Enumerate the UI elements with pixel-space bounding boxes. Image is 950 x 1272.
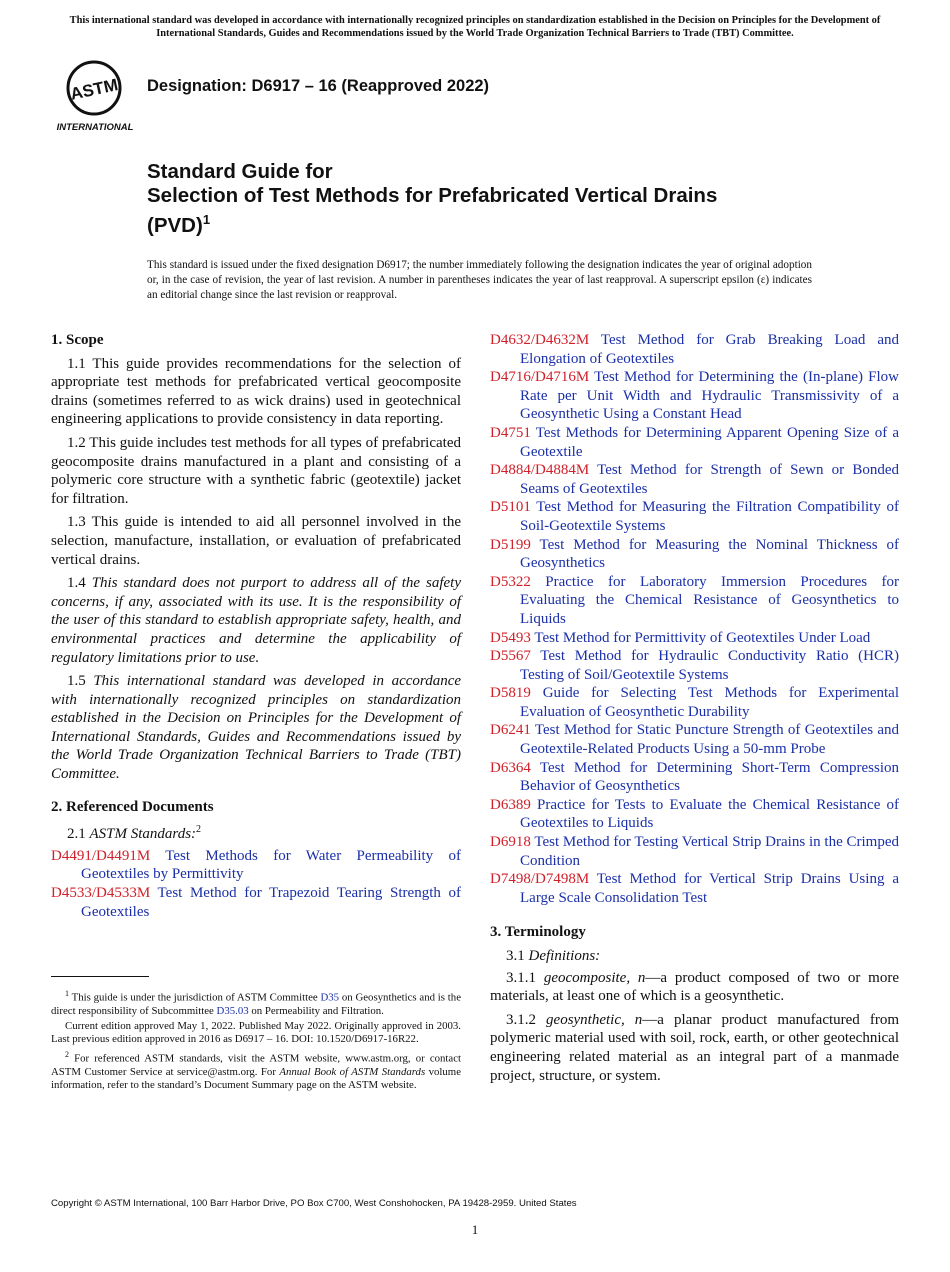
reference-code-link[interactable]: D7498/D7498M — [490, 871, 590, 888]
reference-item[interactable] — [490, 721, 899, 758]
definitions-label: 3.1 Definitions: — [506, 948, 601, 964]
footnote-edition: Current edition approved May 1, 2022. Published May 2022. Originally approved in 2003. Last previous edition approved in 2016 as D6917 – 16. DOI: 10.1520/D6917-16R22. — [51, 1020, 461, 1046]
footnote-2: $^2$ For referenced ASTM standards, visit the ASTM website, www.astm.org, or contact ASTM Customer Service at service@astm.org. For Annual Book of ASTM Standards volume information, refer to the standard’s Document Summary page on the ASTM website. — [51, 1050, 461, 1091]
reference-code-link[interactable]: D6364 — [490, 759, 531, 776]
reference-code-link[interactable]: D4716/D4716M — [490, 369, 590, 386]
reference-title-link[interactable]: Test Method for Vertical Strip Drains Using a Large Scale Consolidation Test — [520, 871, 899, 906]
reference-code-link[interactable]: D5199 — [490, 536, 531, 553]
astm-standards-label: 2.1 ASTM Standards:$^2$ — [67, 824, 202, 843]
document-title — [147, 160, 887, 238]
reference-code-link[interactable]: D5819 — [490, 685, 531, 702]
reference-code-link[interactable]: D4491/D4491M — [51, 847, 151, 864]
subcommittee-d35-03-link[interactable]: D35.03 — [216, 1004, 249, 1017]
definition-geocomposite: 3.1.1 geocomposite, n—a product composed of two or more materials, at least one of which is a geosynthetic. — [490, 969, 900, 1005]
reference-item[interactable] — [490, 368, 899, 424]
footnote-divider — [51, 976, 149, 977]
reference-item[interactable] — [51, 847, 461, 884]
astm-logo-wordmark: ASTM — [68, 75, 120, 104]
reference-title-link[interactable]: Test Methods for Determining Apparent Opening Size of a Geotextile — [520, 424, 900, 460]
reference-code-link[interactable]: D4884/D4884M — [490, 462, 590, 479]
committee-d35-link[interactable]: D35 — [320, 991, 340, 1004]
scope-1-5: 1.5 This international standard was developed in accordance with internationally recognized principles on standardization established in the Decision on Principles for the Development of International Standards, Guides and Recommendations issued by the World Trade Organization Technical Barriers to Trade (TBT) Committee. — [51, 673, 462, 783]
reference-title-link[interactable]: Guide for Selecting Test Methods for Experimental Evaluation of Geosynthetic Durability — [520, 685, 900, 720]
reference-code-link[interactable]: D4751 — [490, 424, 531, 441]
reference-title-link[interactable]: Test Method for Measuring the Nominal Thickness of Geosynthetics — [520, 536, 899, 572]
reference-code-link[interactable]: D5322 — [490, 573, 531, 590]
footnote-1: $^1$ This guide is under the jurisdiction of ASTM Committee D35 on Geosynthetics and is the direct responsibility of Subcommittee D35.03 on Permeability and Filtration. — [51, 989, 461, 1017]
reference-item[interactable] — [51, 884, 461, 921]
reference-item[interactable] — [490, 424, 899, 461]
reference-code-link[interactable]: D5567 — [490, 648, 531, 665]
scope-1-1: 1.1 This guide provides recommendations for the selection of appropriate test methods for prefabricated vertical geocomposite drains (sometimes referred to as wick drains) used in geotechnical engineering applications to provide consistency in data reporting. — [51, 355, 461, 428]
copyright: Copyright © ASTM International, 100 Barr Harbor Drive, PO Box C700, West Conshohocken, PA 19428-2959. United States — [51, 1198, 577, 1209]
reference-item[interactable] — [490, 796, 899, 833]
reference-title-link[interactable]: Test Method for Determining the (In-plane) Flow Rate per Unit Width and Hydraulic Transmissivity of a Geosynthetic Using a Constant Head — [520, 369, 899, 423]
title-footnote-mark: 1 — [202, 212, 211, 227]
reference-code-link[interactable]: D4632/D4632M — [490, 332, 590, 348]
reference-title-link[interactable]: Test Method for Grab Breaking Load and Elongation of Geotextiles — [520, 332, 899, 367]
reference-item[interactable] — [490, 759, 899, 796]
reference-code-link[interactable]: D6389 — [490, 796, 531, 813]
title-line-1: Standard Guide for — [147, 160, 333, 183]
scope-1-4: 1.4 This standard does not purport to address all of the safety concerns, if any, associated with its use. It is the responsibility of the user of this standard to establish appropriate safety, health, and environmental practices and determine the applicability of regulatory limitations prior to use. — [51, 575, 462, 666]
reference-item[interactable] — [490, 647, 899, 684]
reference-title-link[interactable]: Test Method for Hydraulic Conductivity Ratio (HCR) Testing of Soil/Geotextile Systems — [520, 648, 899, 683]
reference-title-link[interactable]: Practice for Tests to Evaluate the Chemical Resistance of Geotextiles to Liquids — [520, 796, 900, 832]
designation: Designation: D6917 – 16 (Reapproved 2022) — [147, 77, 490, 95]
reference-item[interactable] — [490, 833, 899, 870]
reference-code-link[interactable]: D4533/D4533M — [51, 885, 151, 902]
reference-code-link[interactable]: D6241 — [490, 722, 531, 739]
referenced-documents-heading: 2. Referenced Documents — [51, 798, 214, 815]
reference-title-link[interactable]: Test Method for Permittivity of Geotextiles Under Load — [534, 629, 871, 646]
title-line-3: (PVD) — [147, 213, 203, 237]
reference-item[interactable] — [490, 461, 899, 498]
reference-item[interactable] — [490, 331, 899, 368]
reference-title-link[interactable]: Test Method for Measuring the Filtration Compatibility of Soil-Geotextile Systems — [520, 499, 899, 534]
astm-logo-subtitle: INTERNATIONAL — [56, 122, 134, 133]
reference-item[interactable] — [490, 684, 899, 721]
astm-logo — [54, 58, 136, 134]
definition-geosynthetic: 3.1.2 geosynthetic, n—a planar product manufactured from polymeric material used with soil, rock, earth, or other geotechnical engineering related material as an integral part of a manmade project, structure, or system. — [490, 1011, 899, 1084]
title-line-2: Selection of Test Methods for Prefabricated Vertical Drains — [147, 184, 718, 207]
reference-item[interactable] — [490, 498, 899, 535]
right-column — [490, 331, 899, 1090]
reference-code-link[interactable]: D5493 — [490, 629, 531, 646]
page-number: 1 — [471, 1222, 479, 1237]
reference-item[interactable] — [490, 573, 899, 629]
reference-list-right — [490, 331, 899, 907]
issue-note: This standard is issued under the fixed designation D6917; the number immediately following the designation indicates the year of original adoption or, in the case of revision, the year of last revision. A number in parentheses indicates the year of last reapproval. A superscript epsilon (ε) indicates an editorial change since the last revision or reapproval. — [147, 259, 812, 301]
reference-title-link[interactable]: Test Method for Static Puncture Strength of Geotextiles and Geotextile-Related Products Using a 50-mm Probe — [520, 722, 899, 758]
reference-item[interactable] — [490, 536, 899, 573]
reference-title-link[interactable]: Test Method for Strength of Sewn or Bonded Seams of Geotextiles — [520, 462, 899, 497]
reference-code-link[interactable]: D6918 — [490, 834, 531, 851]
reference-item[interactable] — [490, 870, 899, 907]
reference-code-link[interactable]: D5101 — [490, 499, 531, 516]
reference-title-link[interactable]: Practice for Laboratory Immersion Procedures for Evaluating the Chemical Resistance of Geosynthetics to Liquids — [520, 573, 899, 627]
reference-list-left — [51, 847, 461, 921]
reference-title-link[interactable]: Test Methods for Water Permeability of Geotextiles by Permittivity — [81, 847, 462, 883]
scope-1-2: 1.2 This guide includes test methods for all types of prefabricated geocomposite drains manufactured in a plant and consisting of a polymeric core structure with a synthetic fabric (geotextile) jacket for filtration. — [51, 434, 461, 507]
reference-item[interactable] — [490, 629, 899, 648]
scope-heading: 1. Scope — [51, 332, 104, 348]
reference-title-link[interactable]: Test Method for Trapezoid Tearing Strength of Geotextiles — [81, 885, 461, 920]
scope-1-3: 1.3 This guide is intended to aid all personnel involved in the selection, manufacture, installation, or evaluation of prefabricated vertical drains. — [51, 514, 461, 568]
footnotes — [51, 988, 461, 1095]
left-column — [51, 331, 461, 921]
reference-title-link[interactable]: Test Method for Determining Short-Term Compression Behavior of Geosynthetics — [520, 759, 899, 795]
international-standard-notice: This international standard was developed in accordance with internationally recognized principles on standardization established in the Decision on Principles for the Development of International Standards, Guides and Recommendations issued by the World Trade Organization Technical Barriers to Trade (TBT) Committee. — [69, 15, 881, 39]
terminology-heading: 3. Terminology — [490, 924, 586, 941]
reference-title-link[interactable]: Test Method for Testing Vertical Strip Drains in the Crimped Condition — [520, 834, 899, 869]
